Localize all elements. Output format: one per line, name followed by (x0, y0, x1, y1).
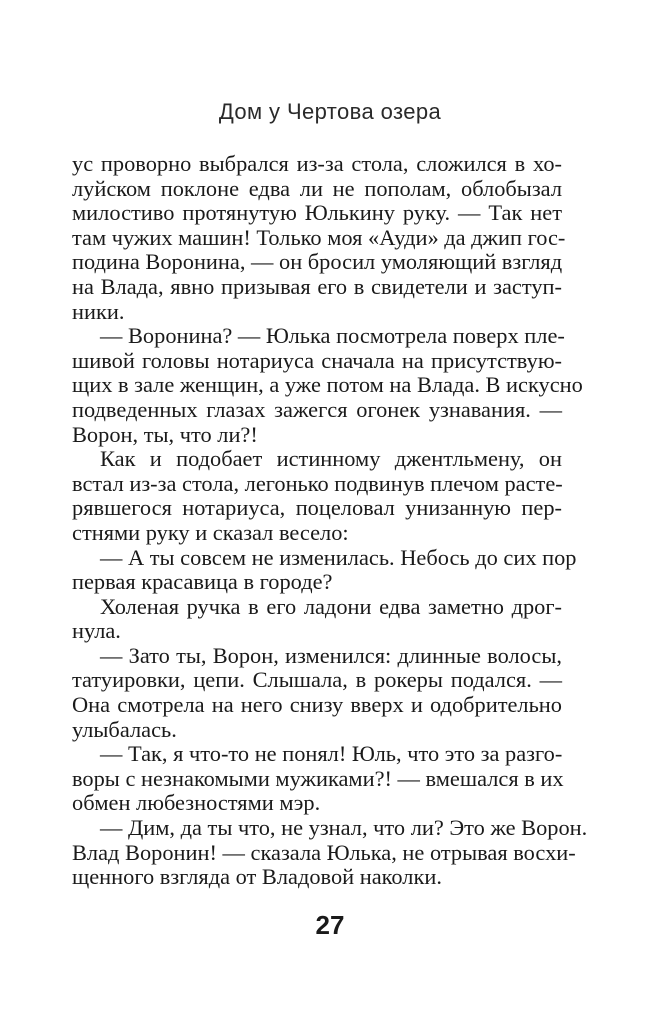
text-line: — Дим, да ты что, не узнал, что ли? Это же Ворон. (100, 815, 588, 841)
text-line: Она смотрела на него снизу вверх и одобрительно (72, 692, 562, 718)
text-line: на Влада, явно призывая его в свидетели и заступ- (72, 273, 562, 299)
text-line: первая красавица в городе? (72, 569, 333, 595)
text-line: Влад Воронин! — сказала Юлька, не отрывая восхи- (72, 839, 576, 865)
text-line: стнями руку и сказал весело: (72, 519, 349, 545)
text-line: воры с незнакомыми мужиками?! — вмешался в их (72, 765, 564, 791)
text-line: щенного взгляда от Владовой наколки. (72, 864, 442, 890)
text-line: — Так, я что-то не понял! Юль, что это за разго- (100, 741, 563, 767)
text-line: ники. (72, 298, 125, 324)
text-line: ус проворно выбрался из-за стола, сложился в хо- (72, 151, 562, 176)
text-line: — А ты совсем не изменилась. Небось до сих пор (100, 544, 577, 570)
page-number: 27 (315, 910, 345, 940)
page-body (72, 151, 588, 890)
text-line: татуировки, цепи. Слышала, в рокеры подался. — (72, 667, 562, 693)
text-line: Ворон, ты, что ли?! (72, 421, 258, 447)
text-line: нула. (72, 618, 121, 644)
text-line: встал из-за стола, легонько подвинув плечом расте- (72, 470, 563, 496)
text-line: милостиво протянутую Юлькину руку. — Так нет (72, 200, 562, 226)
text-line: шивой головы нотариуса сначала на присутствую- (72, 347, 562, 373)
text-line: там чужих машин! Только моя «Ауди» да джип гос- (72, 224, 566, 250)
text-line: — Воронина? — Юлька посмотрела поверх пле- (100, 323, 565, 349)
text-line: — Зато ты, Ворон, изменился: длинные волосы, (100, 642, 562, 668)
text-line: луйском поклоне едва ли не пополам, облобызал (72, 175, 562, 201)
text-line: подведенных глазах зажегся огонек узнавания. — (72, 396, 562, 422)
text-line: рявшегося нотариуса, поцеловал унизанную пер- (72, 495, 562, 521)
text-line: Холеная ручка в его ладони едва заметно дрог- (100, 593, 562, 619)
running-title: Дом у Чертова озера (218, 99, 442, 124)
text-line: улыбалась. (72, 716, 177, 742)
text-line: подина Воронина, — он бросил умоляющий взгляд (72, 249, 563, 275)
text-line: Как и подобает истинному джентльмену, он (100, 446, 562, 472)
text-line: щих в зале женщин, а уже потом на Влада. В искусно (72, 372, 583, 398)
text-line: обмен любезностями мэр. (72, 790, 321, 816)
